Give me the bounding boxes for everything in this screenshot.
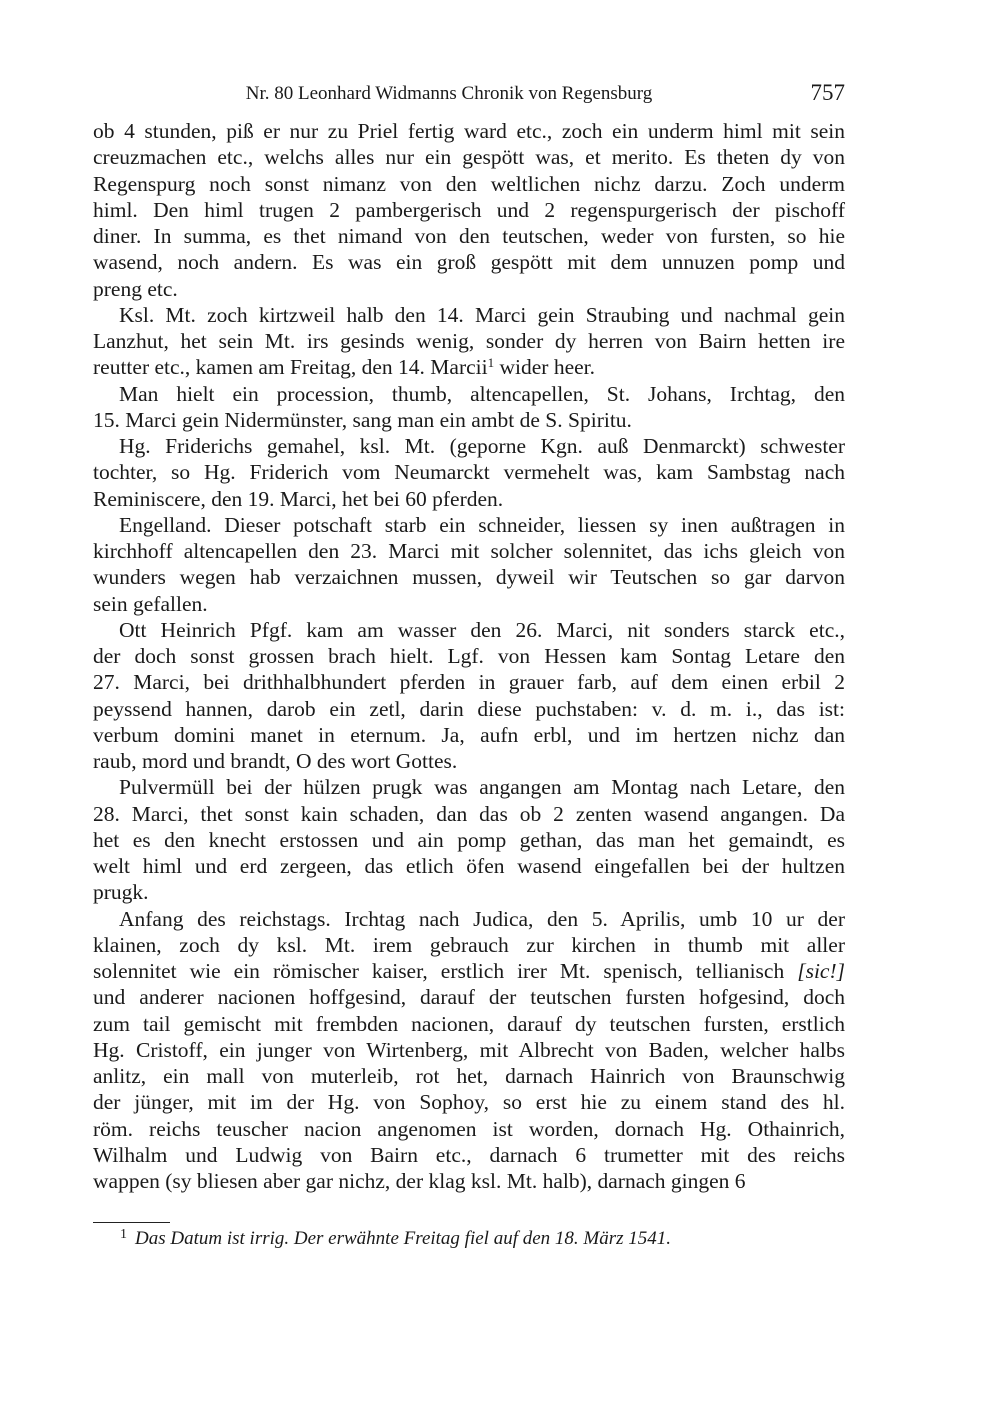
text-line [93, 197, 845, 223]
text-line [93, 1142, 845, 1168]
text-segment: reutter etc., kamen am Freitag, den 14. Marcii [93, 355, 488, 380]
text-line [93, 354, 845, 380]
paragraph [93, 433, 845, 512]
text-line [93, 302, 845, 328]
text-line [93, 171, 845, 197]
text-segment: 28. Marci, thet sonst kain schaden, dan das ob 2 zenten wasend angangen. Da [93, 801, 845, 826]
footnote [120, 1227, 671, 1250]
paragraph [93, 381, 845, 434]
text-line [93, 144, 845, 170]
text-segment: Hg. Cristoff, ein junger von Wirtenberg, mit Albrecht von Baden, welcher halbs [93, 1037, 845, 1062]
text-line [93, 1037, 845, 1063]
text-segment: wider heer. [494, 355, 596, 380]
text-line [93, 591, 845, 617]
text-segment: der doch sonst grossen brach hielt. Lgf. von Hessen kam Sontag Letare den [93, 644, 845, 668]
text-segment: ob 4 stunden, piß er nur zu Priel fertig ward etc., zoch ein underm himl mit sein [93, 119, 845, 143]
text-segment: 15. Marci gein Nidermünster, sang man ein ambt de S. Spiritu. [93, 407, 632, 432]
paragraph [93, 774, 845, 905]
text-line [93, 328, 845, 354]
paragraph [93, 617, 845, 775]
text-line [93, 906, 845, 932]
footnote-rule [93, 1222, 170, 1223]
text-line [93, 774, 845, 800]
text-line [93, 118, 845, 144]
text-line [93, 276, 845, 302]
text-line [93, 486, 845, 512]
text-line [93, 1011, 845, 1037]
text-segment: Engelland. Dieser potschaft starb ein schneider, liessen sy inen außtragen in [119, 512, 845, 537]
text-segment: diner. In summa, es thet nimand von den teutschen, weder von fursten, so hie [93, 224, 845, 248]
text-segment: solennitet wie ein römischer kaiser, erstlich irer Mt. spenisch, tellianisch [93, 959, 798, 983]
text-line [93, 853, 845, 879]
text-line [93, 564, 845, 590]
text-segment: tochter, so Hg. Friderich vom Neumarckt vermehelt was, kam Sambstag nach [93, 460, 845, 485]
text-segment: klainen, zoch dy ksl. Mt. irem gebrauch zur kirchen in thumb mit aller [93, 932, 845, 957]
text-segment: Wilhalm und Ludwig von Bairn etc., darnach 6 trumetter mit des reichs [93, 1142, 845, 1167]
paragraph [93, 118, 845, 302]
text-segment: Reminiscere, den 19. Marci, het bei 60 pferden. [93, 486, 504, 511]
text-line [93, 984, 845, 1010]
text-segment: Pulvermüll bei der hülzen prugk was angangen am Montag nach Letare, den [119, 775, 845, 800]
text-line [93, 223, 845, 249]
text-segment: Regenspurg noch sonst nimanz von den weltlichen nichz darzu. Zoch underm [93, 171, 845, 196]
text-line [93, 433, 845, 459]
text-line [93, 958, 845, 984]
text-line [93, 1168, 845, 1194]
text-line [93, 879, 845, 905]
text-segment: het es den knecht erstossen und ain pomp gethan, das man het gemaindt, es [93, 827, 845, 852]
text-segment: röm. reichs teuscher nacion angenomen ist worden, dornach Hg. Othainrich, [93, 1116, 845, 1141]
text-segment: creuzmachen etc., welchs alles nur ein gespött was, et merito. Es theten dy von [93, 145, 845, 170]
text-segment: sein gefallen. [93, 591, 208, 616]
text-line [93, 827, 845, 853]
text-line [93, 669, 845, 695]
paragraph [93, 302, 845, 381]
text-segment: Hg. Friderichs gemahel, ksl. Mt. (geporne Kgn. auß Denmarckt) schwester [119, 434, 845, 458]
text-line [93, 1089, 845, 1115]
text-segment: Lanzhut, het sein Mt. irs gesinds wenig, sonder dy herren von Bairn hetten ire [93, 329, 845, 353]
text-segment: Ott Heinrich Pfgf. kam am wasser den 26. Marci, nit sonders starck etc., [119, 617, 845, 642]
text-segment: zum tail gemischt mit frembden nacionen, darauf dy teutschen fursten, erstlich [93, 1011, 845, 1036]
text-segment: himl. Den himl trugen 2 pambergerisch und 2 regenspurgerisch der pischoff [93, 197, 845, 222]
footnote-text: Das Datum ist irrig. Der erwähnte Freitag fiel auf den 18. März 1541. [135, 1228, 672, 1249]
text-line [93, 801, 845, 827]
text-segment: verbum domini manet in eternum. Ja, aufn erbl, und im hertzen nichz dan [93, 722, 845, 747]
text-segment: welt himl und erd zergeen, das etlich öfen wasend eingefallen bei der hultzen [93, 854, 845, 878]
page-number: 757 [810, 80, 845, 105]
text-line [93, 748, 845, 774]
text-line [93, 407, 845, 433]
text-line [93, 381, 845, 407]
text-segment: raub, mord und brandt, O des wort Gottes. [93, 749, 458, 773]
text-segment: und anderer nacionen hoffgesind, darauf der teutschen fursten hofgesind, doch [93, 985, 845, 1010]
text-line [93, 1116, 845, 1142]
text-line [93, 696, 845, 722]
text-segment: preng etc. [93, 276, 178, 301]
text-segment: anlitz, ein mall von muterleib, rot het, darnach Hainrich von Braunschwig [93, 1064, 845, 1088]
text-segment: kirchhoff altencapellen den 23. Marci mit solcher solennitet, das ichs gleich von [93, 539, 845, 563]
footnote-number: 1 [120, 1227, 127, 1242]
text-line [93, 249, 845, 275]
text-line [93, 932, 845, 958]
text-line [93, 617, 845, 643]
text-segment: Ksl. Mt. zoch kirtzweil halb den 14. Marci gein Straubing und nachmal gein [119, 302, 845, 327]
running-title: Nr. 80 Leonhard Widmanns Chronik von Regensburg [245, 83, 653, 104]
main-text [93, 118, 845, 1194]
text-line [93, 1063, 845, 1089]
text-line [93, 643, 845, 669]
text-segment: wunders wegen hab verzaichnen mussen, dyweil wir Teutschen so gar darvon [93, 565, 845, 590]
paragraph [93, 906, 845, 1195]
running-header [93, 80, 845, 108]
text-segment: wappen (sy bliesen aber gar nichz, der klag ksl. Mt. halb), darnach gingen 6 [93, 1169, 746, 1193]
text-segment: Anfang des reichstags. Irchtag nach Judica, den 5. Aprilis, umb 10 ur der [119, 906, 845, 931]
text-segment: Man hielt ein procession, thumb, altencapellen, St. Johans, Irchtag, den [119, 381, 845, 406]
text-line [93, 512, 845, 538]
text-line [93, 459, 845, 485]
footnote-reference: 1 [487, 355, 495, 371]
text-line [93, 538, 845, 564]
text-segment: prugk. [93, 880, 149, 905]
text-segment: wasend, noch andern. Es was ein groß gespött mit dem unnuzen pomp und [93, 250, 845, 275]
text-line [93, 722, 845, 748]
paragraph [93, 512, 845, 617]
text-segment: peyssend hannen, darob ein zetl, darin diese puchstaben: v. d. m. i., das ist: [93, 696, 845, 721]
editorial-note: [sic!] [797, 959, 845, 983]
text-segment: der jünger, mit im der Hg. von Sophoy, so erst hie zu einem stand des hl. [93, 1090, 845, 1115]
text-segment: 27. Marci, bei drithhalbhundert pferden in grauer farb, auf dem einen erbil 2 [93, 670, 845, 695]
